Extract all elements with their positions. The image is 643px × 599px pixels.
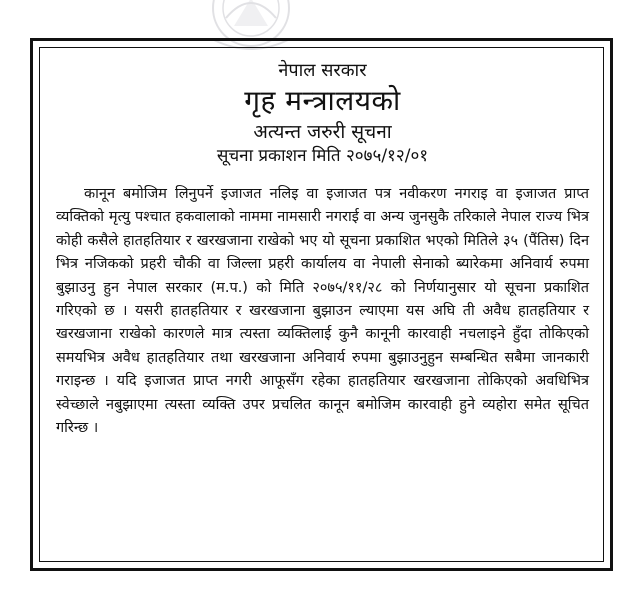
notice-header [56, 60, 589, 167]
ministry-title: गृह मन्त्रालयको [244, 83, 401, 117]
government-title: नेपाल सरकार [278, 60, 367, 81]
notice-title: अत्यन्त जरुरी सूचना [253, 121, 392, 144]
publish-date: सूचना प्रकाशन मिति २०७५/१२/०१ [216, 146, 429, 167]
notice-body-paragraph: कानून बमोजिम लिनुपर्ने इजाजत नलिइ वा इजाजत पत्र नवीकरण नगराइ वा इजाजत प्राप्त व्यक्तिको मृत्यु पश्चात हकवालाको नाममा नामसारी नगराई वा अन्य जुनसुकै तरिकाले नेपाल राज्य भित्र कोही कसैले हातहतियार र खरखजाना राखेको भए यो सूचना प्रकाशित भएको मितिले ३५ (पैंतिस) दिन भित्र नजिकको प्रहरी चौकी वा जिल्ला प्रहरी कार्यालय वा नेपाली सेनाको ब्यारेकमा अनिवार्य रुपमा बुझाउनु हुन नेपाल सरकार (म.प.) को मिति २०७५/११/२८ को निर्णयानुसार यो सूचना प्रकाशित गरिएको छ । यसरी हातहतियार र खरखजाना बुझाउन ल्याएमा यस अघि ती अवैध हातहतियार र खरखजाना राखेको कारणले मात्र त्यस्ता व्यक्तिलाई कुनै कानूनी कारवाही नचलाइने हुँदा तोकिएको समयभित्र अवैध हातहतियार तथा खरखजाना अनिवार्य रुपमा बुझाउनुहुन सम्बन्धित सबैमा जानकारी गराइन्छ । यदि इजाजत प्राप्त नगरी आफूसँग रहेका हातहतियार खरखजाना तोकिएको अवधिभित्र स्वेच्छाले नबुझाएमा त्यस्ता व्यक्ति उपर प्रचलित कानून बमोजिम कारवाही हुने व्यहोरा समेत सूचित गरिन्छ । [56, 186, 589, 437]
notice-panel [39, 47, 604, 562]
